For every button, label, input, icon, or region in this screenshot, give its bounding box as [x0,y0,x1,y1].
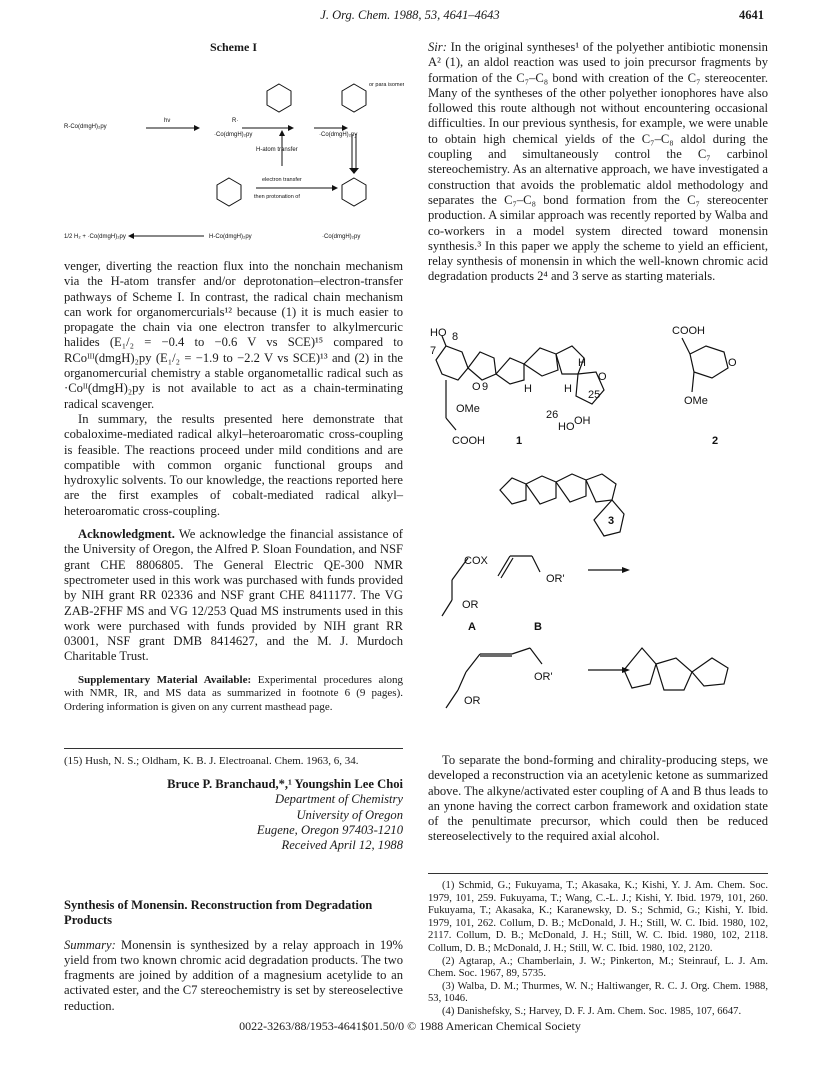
label-o: O [598,371,607,383]
label-cox: COX [464,555,488,567]
scheme-label-rcodmgh: R-Co(dmgH)₂py [64,124,107,130]
label-h2: H [524,383,532,395]
structures-figure [428,318,768,750]
ref-15: (15) Hush, N. S.; Oldham, K. B. J. Electroanal. Chem. 1963, 6, 34. [64,755,359,767]
affiliation-city: Eugene, Oregon 97403-1210 [256,822,403,837]
label-h3: H [564,383,572,395]
scheme-title: Scheme I [210,40,257,54]
label-ho2: HO [558,421,575,433]
summary-label: Summary: [64,937,116,952]
page-number: 4641 [739,8,764,22]
scheme-label-co-3: ·Co(dmgH)₂py [322,234,361,240]
article-summary [64,938,403,1014]
label-ome: OMe [456,403,480,415]
right-paragraph-2-block [428,753,768,845]
references [428,880,768,1019]
affiliation-dept: Department of Chemistry [274,792,403,807]
left-column [64,259,403,714]
scheme-label-or-para: or para isomer [369,82,404,88]
ack-heading: Acknowledgment. [78,527,175,542]
label-oh: OH [574,415,591,427]
label-o9: O [472,381,481,393]
scheme-label-co-1: ·Co(dmgH)₂py [214,132,253,138]
right-column [428,40,768,285]
compound-2: 2 [712,435,719,447]
ref-2: (2) Agtarap, A.; Chamberlain, J. W.; Pinkerton, M.; Steinrauf, L. J. Am. Chem. Soc. 1967, 89, 5735. [428,955,768,980]
label-orp: OR' [546,573,565,585]
scheme-label-hco: H-Co(dmgH)₂py [209,234,252,240]
summary-body: Monensin is synthesized by a relay approach in 19% yield from two known chromic acid degradation products. The two fragments are joined by addition of a magnesium acetylide to an activated ester, and the C7 stereochemistry is set by stereoselective reduction. [64,937,403,1013]
received-date: Received April 12, 1988 [281,838,403,853]
label-cooh: COOH [452,435,485,447]
scheme-label-rdot: R· [232,118,239,124]
label-ome2: OMe [684,395,708,407]
ref-4: (4) Danishefsky, S.; Harvey, D. F. J. Am. Chem. Soc. 1985, 107, 6647. [442,1005,742,1017]
sir-label: Sir: [428,40,447,54]
scheme-label-et: electron transfer [262,177,302,183]
right-paragraph-1 [428,40,768,285]
running-header [0,6,820,26]
label-26: 26 [546,409,559,421]
scheme-label-protonation: then protonation of [254,194,300,200]
next-article [64,898,403,1014]
label-9: 9 [482,381,489,393]
supp-heading: Supplementary Material Available: [78,673,252,686]
label-25: 25 [588,389,601,401]
compound-3: 3 [608,515,615,527]
signature-block [64,777,403,853]
affiliation-univ: University of Oregon [296,807,403,822]
ref-3: (3) Walba, D. M.; Thurmes, W. N.; Haltiwanger, R. C. J. Org. Chem. 1988, 53, 1046. [428,980,768,1005]
label-ho: HO [430,327,447,339]
label-a: A [468,621,476,633]
left-paragraph-2: In summary, the results presented here demonstrate that cobaloxime-mediated radical alkyl–heteroaromatic cross-coupling is feasible. The reactions proceed under mild conditions and are compatible with common organic functional groups and hydroxylic solvents. To our knowledge, the reactions reported here are the first examples of cobalt-mediated radical alkyl–heteroaromatic cross-coupling. [64,411,403,518]
left-divider [64,748,403,749]
scheme-label-co-2: ·Co(dmgH)₂py [319,132,358,138]
supplementary [64,674,403,714]
label-c8: 8 [452,331,459,343]
label-or: OR [462,599,479,611]
journal-citation: J. Org. Chem. 1988, 53, 4641–4643 [320,8,500,22]
ack-body: We acknowledge the financial assistance of the University of Oregon, the Alfred P. Sloan Foundation, and NSF grant CHE 8806805. The General Electric QE-300 NMR spectrometer used in this work was purchased with funds provided by NIH grant RR 02336 and NSF grant CHE 8411177. The VG ZAB-2FHF MS and VG 12/253 Quad MS instruments used in this work were purchased with funds provided by NIH grant RR 03001, NSF grant DMB 8414627, and the M. J. Murdoch Charitable Trust. [64,527,404,664]
compound-1: 1 [516,435,523,447]
page-footer: 0022-3263/88/1953-4641$01.50/0 © 1988 American Chemical Society [239,1019,581,1033]
label-cooh2: COOH [672,325,705,337]
label-h: H [578,357,586,369]
right-paragraph-1-body: In the original syntheses¹ of the polyether antibiotic monensin A² (1), an aldol reaction was used to join precursor fragments by formation of the C₇–C₈ bond with creation of the C₇ stereocenter. Many of the syntheses of the other polyether ionophores have also followed this route although not without encountering occasional difficulties. In our previous synthesis, for example, we were unable to obtain high chemical yields of the C₇–C₈ aldol during the coupling and simultaneously control the C₇ carbinol stereochemistry. As an alternative approach, we have investigated a construction that avoids the problematic aldol methodology and separates the C₇–C₈ bond formation from the C₇ stereocenter production. A similar approach was recently reported by Walba and co-workers in a model system directed toward monensin synthesis.³ In this paper we apply the scheme to yield an efficient, relay synthesis of monensin in which the well-known chromic acid degradation products 2⁴ and 3 serve as starting materials. [428,40,768,284]
label-b: B [534,621,542,633]
ref-1: (1) Schmid, G.; Fukuyama, T.; Akasaka, K.; Kishi, Y. J. Am. Chem. Soc. 1979, 101, 259. Fukuyama, T.; Wang, C.-L. J.; Kishi, Y. Ibid. 1979, 101, 260. Fukuyama, T.; Akasaka, K.; Karanewsky, D. S.; Schmid, G.; Kishi, Y. Ibid. 1979, 101, 262. Collum, D. B.; McDonald, J. H.; Still, W. C. Ibid. 1980, 102, 2117. Collum, D. B.; McDonald, J. H.; Still, W. C. Ibid. 1980, 102, 2118. Collum, D. B.; McDonald, J. H.; Still, W. C. Ibid. 1980, 102, 2120. [428,880,768,954]
scheme-diagram [64,56,404,256]
label-or2: OR [464,695,481,707]
acknowledgment [64,527,403,665]
right-divider [428,873,768,874]
label-c7: 7 [430,345,437,357]
supp-body: Experimental procedures along with NMR, IR, and MS data as summarized in footnote 6 (9 pages). Ordering information is given on any current masthead page. [64,673,403,713]
left-paragraph-1: venger, diverting the reaction flux into the nonchain mechanism via the H-atom transfer and/or deprotonation–electron-transfer pathways of Scheme I. In contrast, the radical chain mechanism can work for organomercurials¹² because (1) it is much easier to propagate the chain via one electron transfer to alkylmercuric halides (E₁/₂ = −0.4 to −0.6 V vs SCE)¹⁵ compared to RCoᴵᴵᴵ(dmgH)₂py (E₁/₂ = −1.9 to −2.2 V vs SCE)¹³ and (2) in the organomercurial chemistry a stable organometallic radical such as ·Coᴵᴵ(dmgH)₂py is not available to act as a chain-terminating radical scavenger. [64,259,403,411]
scheme-label-hv: hν [164,118,171,124]
right-paragraph-2: To separate the bond-forming and chirality-producing steps, we developed a reconstruction via an acetylenic ketone as summarized above. The alkyne/activated ester coupling of A and B thus leads to an ynone having the correct carbon framework and oxidation state of the penultimate precursor, which could then be reduced stereoselectively to the required axial alcohol. [428,753,768,844]
scheme-label-half-h2: 1/2 H₂ + ·Co(dmgH)₂py [64,234,126,240]
scheme-label-h-atom: H-atom transfer [256,147,298,153]
authors: Bruce P. Branchaud,*,¹ Youngshin Lee Choi [167,777,403,791]
label-o-2: O [728,357,737,369]
label-orp2: OR' [534,671,553,683]
article-title: Synthesis of Monensin. Reconstruction from Degradation Products [64,898,373,928]
